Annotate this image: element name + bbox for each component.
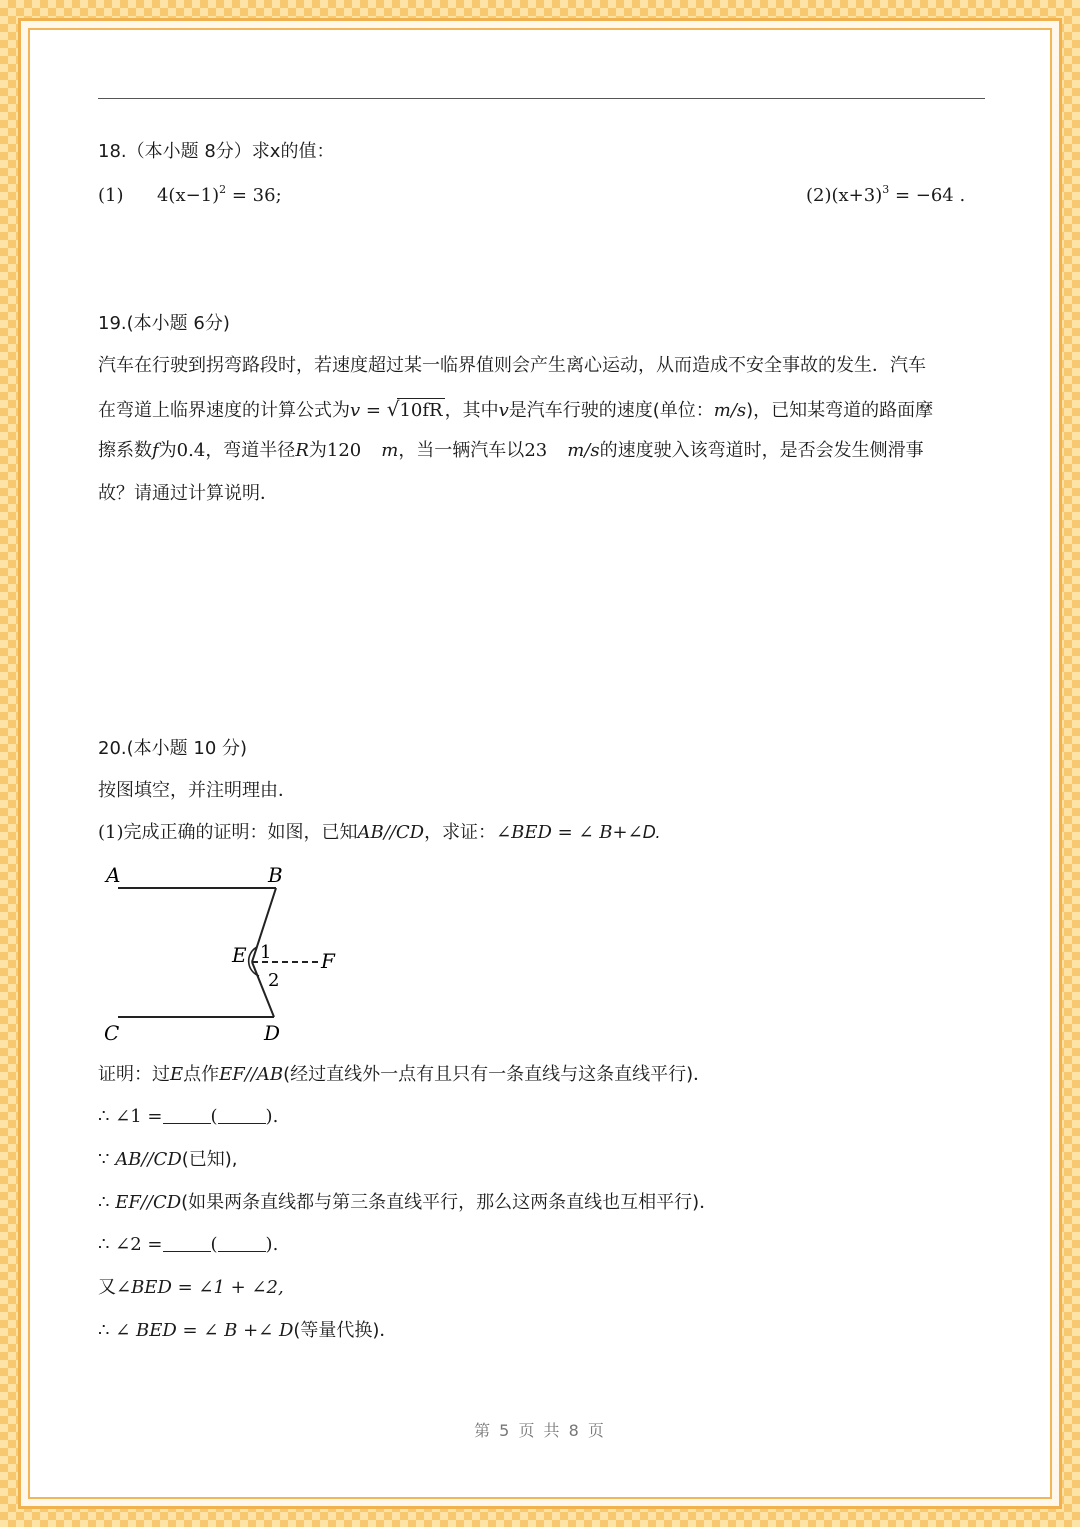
answer-blank-reason1[interactable] [218,1105,266,1124]
q18-part1-exp: 2 [219,183,227,196]
proof-step-3 [98,1148,238,1172]
q19-l3-num3: 23 [524,440,548,461]
q18-part1 [98,184,282,208]
proof-s1-var-e: E [170,1064,184,1085]
q20-part1 [98,820,661,845]
proof-s7-reason: (等量代换)． [293,1320,398,1341]
q19-l3-text-e: ，当一辆汽车以 [398,440,525,461]
q18-part1-lhs: 4(x−1) [156,185,220,206]
q19-l2-var-v: v [350,400,361,421]
q20-part1-goal: ∠BED = ∠ B+∠ [496,822,643,843]
q18-part2-rhs: = −64 . [889,185,966,206]
proof-s5-paren-close: ). [265,1234,279,1255]
q20-part1-label: (1) [98,822,124,843]
proof-s1-ef-ab: EF//AB [219,1064,284,1085]
q19-l3-text-g: 的速度驶入该弯道时，是否会发生侧滑事 [599,440,924,461]
q19-l3-num1: 0.4 [176,440,206,461]
label-c: C [104,1021,120,1045]
proof-s1-text-b: 点作 [183,1064,220,1085]
proof-s4-ef-cd: EF//CD [115,1192,182,1213]
q20-part1-given: AB//CD [357,822,425,843]
answer-blank-angle1[interactable] [163,1105,211,1124]
q19-l2-text-c: 是汽车行驶的速度(单位： [508,400,714,421]
proof-s2-paren-open: ( [210,1106,218,1127]
proof-s6-angle-sum: ∠BED = ∠1 + ∠2, [116,1277,284,1298]
q19-line4: 故？请通过计算说明． [98,483,278,504]
q20-part1-goal-d: D. [642,822,661,842]
proof-step-2 [98,1105,278,1129]
radical-sign: √ [386,397,400,421]
q19-l3-var-f: f [152,440,159,461]
q19-l3-unit-m: m [381,440,399,461]
q18-header: 18.（本小题 8分）求x的值： [98,141,335,162]
q19-l2-text-b: ，其中 [444,400,499,421]
proof-step-5 [98,1233,278,1257]
proof-s2-text-a: ∴ ∠1 = [98,1106,163,1127]
proof-step-4 [98,1191,717,1215]
q19-l2-unit: m/s [713,400,747,421]
q18-part1-label: (1) [98,185,124,206]
q19-l2-text-a: 在弯道上临界速度的计算公式为 [98,400,350,421]
q20-part1-text-b: ，求证： [424,822,497,843]
proof-s4-reason: (如果两条直线都与第三条直线平行，那么这两条直线也互相平行)． [181,1192,718,1213]
proof-s7-therefore: ∴ [98,1320,116,1341]
answer-blank-reason2[interactable] [218,1233,266,1252]
proof-s3-because: ∵ [98,1149,116,1170]
geometry-figure [98,858,358,1048]
q19-l3-num2: 120 [326,440,362,461]
proof-s3-reason: (已知), [181,1149,238,1170]
q19-header: 19.(本小题 6分) [98,313,230,334]
q20-intro: 按图填空，并注明理由． [98,780,296,801]
q20-header: 20.(本小题 10 分) [98,738,248,759]
q20-part1-text-a: 完成正确的证明：如图，已知 [123,822,358,843]
proof-s1-reason: (经过直线外一点有且只有一条直线与这条直线平行)． [283,1064,712,1085]
q18-part2-exp: 3 [882,183,890,196]
q19-l2-text-d: )，已知某弯道的路面摩 [746,400,934,421]
proof-s5-text-a: ∴ ∠2 = [98,1234,163,1255]
q19-l3-var-r: R [295,440,309,461]
q19-l2-var-v2: v [498,400,509,421]
q19-l3-text-d: 为 [308,440,327,461]
page-number-footer: 第 5 页 共 8 页 [474,1421,606,1440]
q19-l2-eq: = [360,400,387,421]
label-angle-2: 2 [268,970,280,991]
q19-l3-text-a: 擦系数 [98,440,152,461]
label-a: A [106,863,121,887]
label-b: B [268,863,283,887]
proof-s6-text-a: 又 [98,1277,116,1298]
q19-line1: 汽车在行驶到拐弯路段时，若速度超过某一临界值则会产生离心运动，从而造成不安全事故的发生．汽车 [98,355,926,376]
label-angle-1: 1 [260,942,272,963]
answer-blank-angle2[interactable] [163,1233,211,1252]
proof-s3-ab-cd: AB//CD [115,1149,182,1170]
q18-part1-rhs: = 36; [226,185,282,206]
label-d: D [264,1021,281,1045]
proof-s1-text-a: 证明：过 [98,1064,170,1085]
proof-s2-paren-close: ). [265,1106,279,1127]
label-f: F [321,949,335,973]
label-e: E [232,943,247,967]
proof-s7-conclusion: ∠ BED = ∠ B +∠ D [115,1320,294,1341]
q19-l3-unit-ms: m/s [567,440,600,461]
q18-part2 [806,184,965,208]
q18-part2-lhs: (x+3) [831,185,883,206]
header-rule [98,98,985,99]
proof-s5-paren-open: ( [210,1234,218,1255]
q19-l2-radicand: 10fR [399,400,443,421]
proof-step-6 [98,1276,284,1300]
q18-part2-label: (2) [806,185,832,206]
proof-step-1 [98,1063,711,1087]
q19-l3-text-c: ，弯道半径 [205,440,296,461]
proof-step-7 [98,1319,397,1343]
q19-l3-text-b: 为 [158,440,177,461]
proof-s4-therefore: ∴ [98,1192,116,1213]
q19-line2 [98,397,933,423]
q19-line3 [98,439,924,463]
